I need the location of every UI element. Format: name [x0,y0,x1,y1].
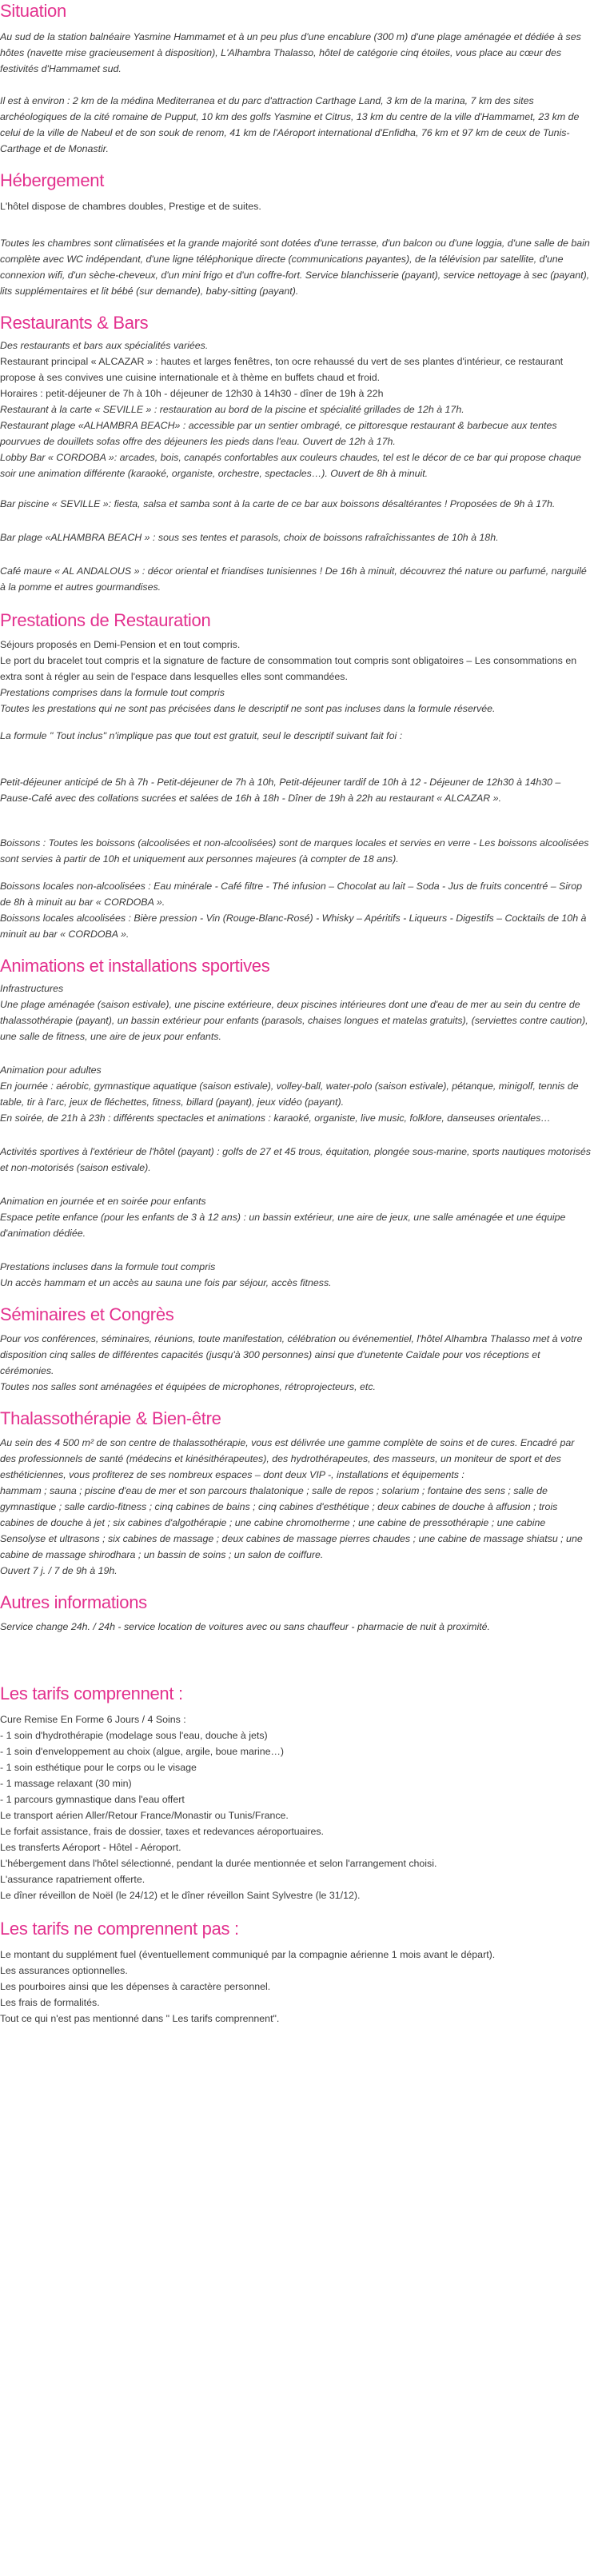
boissons-info: Boissons : Toutes les boissons (alcoolisées et non-alcoolisées) sont de marques locales et servies en verre - Les boissons alcoolisées sont servies à partir de 10h et uniquement aux personnes majeures (à compter de 18 ans). [0,837,589,865]
section-title-animations: Animations et installations sportives [0,956,270,976]
tarif-line: Les transferts Aéroport - Hôtel - Aéroport. [0,1842,181,1853]
bar-beach: Bar plage «ALHAMBRA BEACH » : sous ses tentes et parasols, choix de boissons rafraîchissantes de 10h à 18h. [0,532,499,543]
tarif-line: L'assurance rapatriement offerte. [0,1874,146,1885]
tarifs-exclus-list [0,1947,592,2027]
prestations-line: Séjours proposés en Demi-Pension et en tout compris. [0,639,241,650]
autres-text: Service change 24h. / 24h - service location de voitures avec ou sans chauffeur - pharmacie de nuit à proximité. [0,1621,490,1632]
situation-distances: Il est à environ : 2 km de la médina Mediterranea et du parc d'attraction Carthage Land, 3 km de la marina, 7 km des sites archéologiques de la cité romaine de Pupput, 10 km des golfs Yasmine et Citrus, 13 km du centre de la ville d'Hammamet, 23 km de celui de la ville de Nabeul et de son souk de renom, 41 km de l'Aéroport international d'Enfidha, 76 km et 97 km de ceux de Tunis-Carthage et de Monastir. [0,95,580,154]
thalasso-equipements: hammam ; sauna ; piscine d'eau de mer et son parcours thalatonique ; salle de repos ; solarium ; fontaine des sens ; salle de gymnastique ; salle cardio-fitness ; cinq cabines de bains ; cinq cabines d'esthétique ; deux cabines de douche à affusion ; trois cabines de douche à jet ; six cabines d'algothérapie ; une cabine chromotherme ; une cabine de pressothérapie ; une cabine Sensolyse et ultrasons ; six cabines de massage ; deux cabines de massage pierres chaudes ; une cabine de massage shiatsu ; une cabine de massage shirodhara ; un bassin de soins ; un salon de coiffure. [0,1485,583,1560]
infra-label: Infrastructures [0,983,64,994]
tarif-line: Les frais de formalités. [0,1997,100,2008]
tarif-line: L'hébergement dans l'hôtel sélectionné, pendant la durée mentionnée et selon l'arrangement choisi. [0,1858,437,1869]
enfants-text: Espace petite enfance (pour les enfants de 3 à 12 ans) : un bassin extérieur, une aire de jeux, une salle aménagée et une équipe d'animation dédiée. [0,1212,566,1239]
restaurants-line: Restaurant à la carte « SEVILLE » : restauration au bord de la piscine et spécialité grillades de 12h à 17h. [0,404,464,415]
adultes-jour: En journée : aérobic, gymnastique aquatique (saison estivale), volley-ball, water-polo (saison estivale), pétanque, minigolf, tennis de table, tir à l'arc, jeux de fléchettes, fitness, billard (payant), jeux vidéo (payant). [0,1080,579,1108]
restaurants-line: Restaurant plage «ALHAMBRA BEACH» : accessible par un sentier ombragé, ce pittoresque restaurant & barbecue aux tentes pourvues de douillets sofas offre des déjeuners les pieds dans l'eau. Ouvert de 12h à 17h. [0,420,557,447]
thalasso-intro: Au sein des 4 500 m² de son centre de thalassothérapie, vous est délivrée une gamme complète de soins et de cures. Encadré par des professionnels de santé (médecins et kinésithérapeutes), des hydrothérapeutes, des masseurs, un moniteur de sport et des esthéticiennes, vous profiterez de ses nombreux espaces – dont deux VIP -, installations et équipements : [0,1437,575,1480]
prestations-line: Prestations comprises dans la formule tout compris [0,687,225,698]
section-title-restaurants: Restaurants & Bars [0,313,149,333]
tarif-line: Les pourboires ainsi que les dépenses à caractère personnel. [0,1981,271,1992]
prestations-line: Le port du bracelet tout compris et la signature de facture de consommation tout compris sont obligatoires – Les consommations en extra sont à régler au sein de l'espace dans lesquelles elles sont commandées. [0,655,577,682]
incluses-text: Un accès hammam et un accès au sauna une fois par séjour, accès fitness. [0,1277,332,1288]
boissons-non-alcoolisees: Boissons locales non-alcoolisées : Eau minérale - Café filtre - Thé infusion – Chocolat au lait – Soda - Jus de fruits concentré – Sirop de 8h à minuit au bar « CORDOBA ». [0,881,582,908]
tarif-line: Le dîner réveillon de Noël (le 24/12) et le dîner réveillon Saint Sylvestre (le 31/12). [0,1890,361,1901]
cafe-maure: Café maure « AL ANDALOUS » : décor oriental et friandises tunisiennes ! De 16h à minuit, découvrez thé nature ou parfumé, narguilé à la pomme et autres gourmandises. [0,565,587,593]
seminaires-text: Pour vos conférences, séminaires, réunions, toute manifestation, célébration ou événementiel, l'hôtel Alhambra Thalasso met à votre disposition cinq salles de différentes capacités (jusqu'à 300 personnes) ainsi que d'unetente Caïdale pour vos réceptions et cérémonies. [0,1333,583,1376]
boissons-alcoolisees: Boissons locales alcoolisées : Bière pression - Vin (Rouge-Blanc-Rosé) - Whisky – Apéritifs - Liqueurs - Digestifs – Cocktails de 10h à minuit au bar « CORDOBA ». [0,913,587,940]
tarif-line: Le transport aérien Aller/Retour France/Monastir ou Tunis/France. [0,1810,289,1821]
section-title-hebergement: Hébergement [0,170,104,190]
section-title-tarifs-exclus: Les tarifs ne comprennent pas : [0,1919,239,1939]
tarif-line: Le montant du supplément fuel (éventuellement communiqué par la compagnie aérienne 1 mois avant le départ). [0,1949,496,1960]
adultes-soir: En soirée, de 21h à 23h : différents spectacles et animations : karaoké, organiste, live music, folklore, danseuses orientales… [0,1112,551,1124]
tarif-line: - 1 massage relaxant (30 min) [0,1778,132,1789]
formule-tout-inclus: La formule " Tout inclus" n'implique pas que tout est gratuit, seul le descriptif suivant fait foi : [0,730,403,741]
restaurants-line: Lobby Bar « CORDOBA »: arcades, bois, canapés confortables aux couleurs chaudes, tel est le décor de ce bar qui propose chaque soir une animation différente (karaoké, organiste, orchestre, spectacles…). Ouvert de 8h à minuit. [0,452,581,479]
activites-exterieur: Activités sportives à l'extérieur de l'hôtel (payant) : golfs de 27 et 45 trous, équitation, plongée sous-marine, sports nautiques motorisés et non-motorisés (saison estivale). [0,1146,591,1173]
situation-paragraph: Au sud de la station balnéaire Yasmine Hammamet et à un peu plus d'une encablure (300 m) d'une plage aménagée et dédiée à ses hôtes (navette mise gracieusement à disposition), L'Alhambra Thalasso, hôtel de catégorie cinq étoiles, vous place au cœur des festivités d'Hammamet sud. [0,31,581,74]
prestations-line: Toutes les prestations qui ne sont pas précisées dans le descriptif ne sont pas incluses dans la formule réservée. [0,703,496,714]
section-title-tarifs-inclus: Les tarifs comprennent : [0,1683,183,1703]
section-title-seminaires: Séminaires et Congrès [0,1304,174,1324]
seminaires-equipement: Toutes nos salles sont aménagées et équipées de microphones, rétroprojecteurs, etc. [0,1381,376,1392]
section-title-autres: Autres informations [0,1592,147,1612]
tarif-line: - 1 soin d'hydrothérapie (modelage sous l'eau, douche à jets) [0,1730,268,1741]
incluses-label: Prestations incluses dans la formule tout compris [0,1261,216,1272]
bar-seville: Bar piscine « SEVILLE »: fiesta, salsa et samba sont à la carte de ce bar aux boissons désaltérantes ! Proposées de 9h à 17h. [0,498,556,509]
infra-text: Une plage aménagée (saison estivale), une piscine extérieure, deux piscines intérieures dont une d'eau de mer au sein du centre de thalassothérapie (payant), un bassin extérieur pour enfants (parasols, chaises longues et matelas gratuits), (serviettes contre caution), une salle de fitness, une aire de jeux pour enfants. [0,999,588,1042]
tarif-line: Les assurances optionnelles. [0,1965,128,1976]
tarifs-inclus-list [0,1711,592,1903]
hebergement-intro: L'hôtel dispose de chambres doubles, Prestige et de suites. [0,201,261,212]
tarif-line: - 1 soin d'enveloppement au choix (algue, argile, boue marine…) [0,1746,285,1757]
adultes-label: Animation pour adultes [0,1064,102,1076]
horaires-repas: Petit-déjeuner anticipé de 5h à 7h - Petit-déjeuner de 7h à 10h, Petit-déjeuner tardif de 10h à 12 - Déjeuner de 12h30 à 14h30 – Pause-Café avec des collations sucrées et salées de 16h à 18h - Dîner de 19h à 22h au restaurant « ALCAZAR ». [0,777,561,804]
hebergement-details: Toutes les chambres sont climatisées et la grande majorité sont dotées d'une terrasse, d'un balcon ou d'une loggia, d'une salle de bain complète avec WC indépendant, d'une ligne téléphonique directe (communications payantes), de la télévision par satellite, d'une connexion wifi, d'un sèche-cheveux, d'un mini frigo et d'un coffre-fort. Service blanchisserie (payant), service nettoyage à sec (payant), lits supplémentaires et lit bébé (sur demande), baby-sitting (payant). [0,238,590,297]
restaurants-line: Horaires : petit-déjeuner de 7h à 10h - déjeuner de 12h30 à 14h30 - dîner de 19h à 22h [0,388,384,399]
restaurants-line: Restaurant principal « ALCAZAR » : hautes et larges fenêtres, ton ocre rehaussé du vert de ses plantes d'intérieur, ce restaurant propose à ses convives une cuisine internationale et à thème en buffets chaud et froid. [0,356,564,383]
tarif-line: Cure Remise En Forme 6 Jours / 4 Soins : [0,1714,186,1725]
tarif-line: Tout ce qui n'est pas mentionné dans " Les tarifs comprennent". [0,2013,280,2024]
tarif-line: - 1 parcours gymnastique dans l'eau offert [0,1794,185,1805]
restaurants-line: Des restaurants et bars aux spécialités variées. [0,340,209,351]
tarif-line: Le forfait assistance, frais de dossier, taxes et redevances aéroportuaires. [0,1826,324,1837]
section-title-prestations: Prestations de Restauration [0,610,211,630]
enfants-label: Animation en journée et en soirée pour enfants [0,1196,206,1207]
thalasso-horaires: Ouvert 7 j. / 7 de 9h à 19h. [0,1565,118,1576]
tarif-line: - 1 soin esthétique pour le corps ou le visage [0,1762,197,1773]
section-title-thalasso: Thalassothérapie & Bien-être [0,1408,221,1428]
section-title-situation: Situation [0,1,66,21]
